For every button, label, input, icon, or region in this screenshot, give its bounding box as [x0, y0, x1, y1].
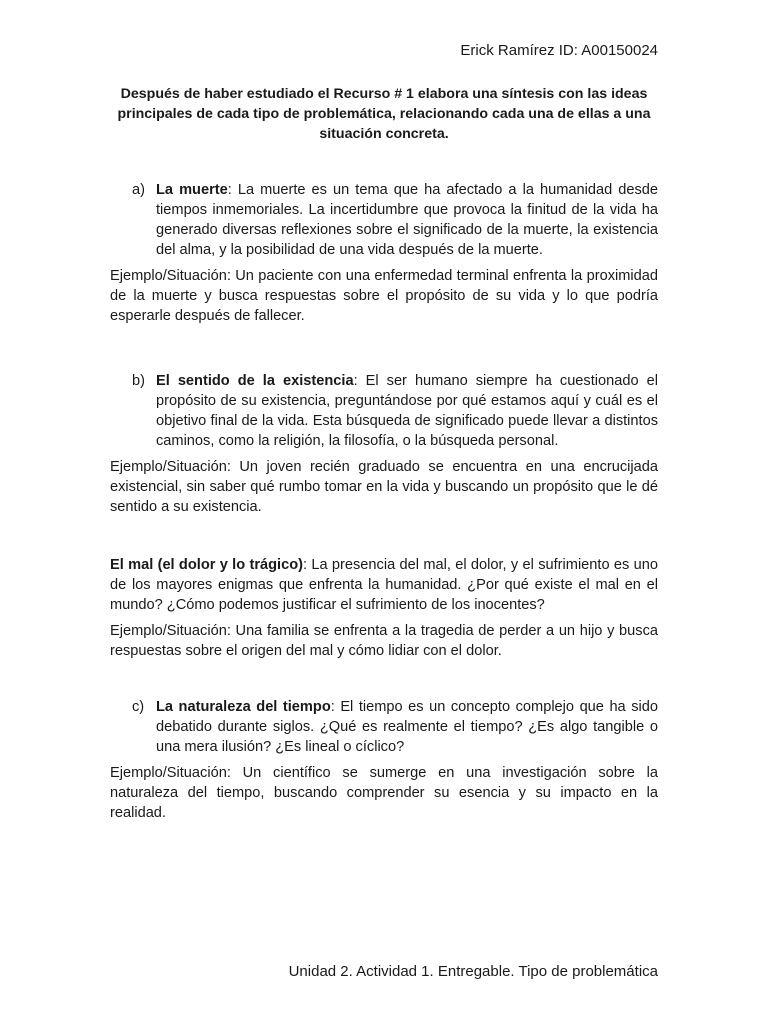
section-death — [110, 180, 658, 260]
page-footer: Unidad 2. Actividad 1. Entregable. Tipo de problemática — [288, 963, 658, 980]
example-evil: Ejemplo/Situación: Una familia se enfrenta a la tragedia de perder a un hijo y busca respuestas sobre el origen del mal y cómo lidiar con el dolor. — [110, 623, 658, 659]
section-evil — [110, 555, 658, 615]
example-meaning-of-existence: Ejemplo/Situación: Un joven recién graduado se encuentra en una encrucijada existencial, sin saber qué rumbo tomar en la vida y buscando un propósito que le dé sentido a su existencia. — [110, 459, 658, 515]
section-text: : El tiempo es un concepto complejo que ha sido debatido durante siglos. ¿Qué es realmente el tiempo? ¿Es algo tangible o una mera ilusión? ¿Es lineal o cíclico? — [156, 699, 658, 755]
section-term: El sentido de la existencia — [156, 373, 354, 389]
section-nature-of-time — [110, 697, 658, 757]
list-marker-c: c) — [132, 699, 145, 715]
document-body — [110, 180, 658, 823]
assignment-instructions: Después de haber estudiado el Recurso # 1 elabora una síntesis con las ideas principales de cada tipo de problemática, relacionando cada una de ellas a una situación concreta. — [117, 86, 651, 142]
section-text: : La presencia del mal, el dolor, y el sufrimiento es uno de los mayores enigmas que enfrenta la humanidad. ¿Por qué existe el mal en el mundo? ¿Cómo podemos justificar el sufrimiento de los inocentes? — [110, 557, 658, 613]
section-term: El mal (el dolor y lo trágico) — [110, 557, 303, 573]
list-marker-a: a) — [132, 182, 145, 198]
section-meaning-of-existence — [110, 371, 658, 451]
list-marker-b: b) — [132, 373, 145, 389]
section-term: La muerte — [156, 182, 228, 198]
section-text: : El ser humano siempre ha cuestionado el propósito de su existencia, preguntándose por qué estamos aquí y cuál es el objetivo final de la vida. Esta búsqueda de significado puede llevar a distintos caminos, como la religión, la filosofía, o la búsqueda personal. — [156, 373, 658, 449]
author-id-header: Erick Ramírez ID: A00150024 — [460, 42, 658, 59]
section-text: : La muerte es un tema que ha afectado a la humanidad desde tiempos inmemoriales. La incertidumbre que provoca la finitud de la vida ha generado diversas reflexiones sobre el significado de la muerte, la existencia del alma, y la posibilidad de una vida después de la muerte. — [156, 182, 658, 258]
section-term: La naturaleza del tiempo — [156, 699, 331, 715]
example-death: Ejemplo/Situación: Un paciente con una enfermedad terminal enfrenta la proximidad de la muerte y busca respuestas sobre el propósito de su vida y lo que podría esperarle después de fallecer. — [110, 268, 658, 324]
example-nature-of-time: Ejemplo/Situación: Un científico se sumerge en una investigación sobre la naturaleza del tiempo, buscando comprender su esencia y su impacto en la realidad. — [110, 765, 658, 821]
